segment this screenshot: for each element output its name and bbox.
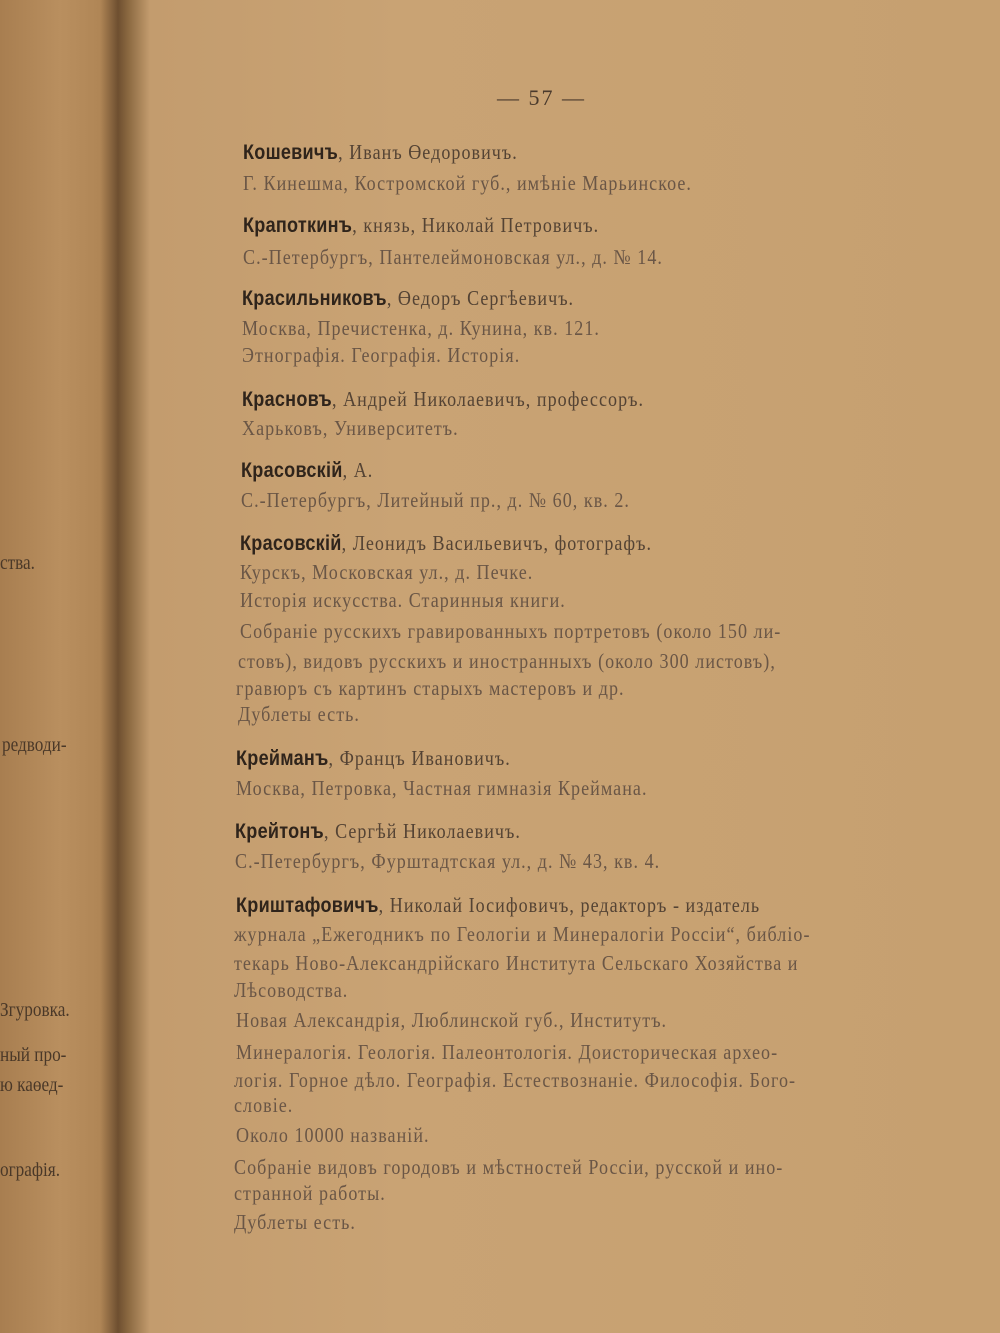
entry-line: Лѣсоводства. xyxy=(234,978,349,1002)
entry-person-details: , Андрей Николаевичъ, профессоръ. xyxy=(331,387,645,411)
entry-line: Дублеты есть. xyxy=(234,1210,356,1234)
entry-person-details: , Иванъ Өедоровичъ. xyxy=(338,140,518,164)
entry-line: словіе. xyxy=(234,1093,294,1117)
entry-person-details: , Францъ Ивановичъ. xyxy=(328,746,511,770)
entry-name: Крапоткинъ xyxy=(243,214,353,237)
entry-line: С.-Петербургъ, Пантелеймоновская ул., д. № 14. xyxy=(243,245,663,269)
entry-heading xyxy=(235,819,521,844)
entry-name: Красновъ xyxy=(242,388,332,411)
left-page-fragment: редводи- xyxy=(2,734,67,756)
entry-line: Новая Александрія, Люблинской губ., Институтъ. xyxy=(236,1008,668,1032)
entry-name: Крейманъ xyxy=(236,747,329,770)
entry-person-details: , князь, Николай Петровичъ. xyxy=(352,213,600,237)
entry-name: Крейтонъ xyxy=(235,820,324,843)
entry-line: Собраніе видовъ городовъ и мѣстностей Россіи, русской и ино- xyxy=(234,1155,784,1179)
left-page-fragment: ографія. xyxy=(0,1159,61,1181)
entry-line: Минералогія. Геологія. Палеонтологія. Доисторическая архео- xyxy=(236,1040,779,1064)
entry-person-details: , А. xyxy=(342,458,374,482)
entry-line: странной работы. xyxy=(234,1181,386,1205)
entry-name: Кошевичъ xyxy=(243,141,339,164)
entry-line: Собраніе русскихъ гравированныхъ портретовъ (около 150 ли- xyxy=(240,619,782,643)
left-page-fragment: ю каөед- xyxy=(0,1074,64,1096)
entry-line: Москва, Пречистенка, д. Кунина, кв. 121. xyxy=(242,316,600,340)
entry-heading xyxy=(242,387,644,412)
entry-line: логія. Горное дѣло. Географія. Естествознаніе. Философія. Бого- xyxy=(234,1068,797,1092)
left-page-fragment: ства. xyxy=(0,552,35,574)
entry-line: журнала „Ежегодникъ по Геологіи и Минералогіи Россіи“, библіо- xyxy=(234,922,811,946)
entry-person-details: , Николай Іосифовичъ, редакторъ - издатель xyxy=(378,893,761,917)
entry-person-details: , Леонидъ Васильевичъ, фотографъ. xyxy=(341,531,653,555)
entry-line: гравюръ съ картинъ старыхъ мастеровъ и др. xyxy=(236,676,625,700)
entry-line: Исторія искусства. Старинныя книги. xyxy=(240,588,566,612)
entry-heading xyxy=(240,531,652,556)
entry-line: Дублеты есть. xyxy=(238,702,360,726)
entry-person-details: , Өедоръ Сергѣевичъ. xyxy=(386,286,575,310)
left-page-fragment: Згуровка. xyxy=(0,999,70,1021)
entry-line: Около 10000 названій. xyxy=(236,1123,430,1147)
left-page-fragment: ный про- xyxy=(0,1044,67,1066)
entry-line: Москва, Петровка, Частная гимназія Креймана. xyxy=(236,776,648,800)
entry-line: С.-Петербургъ, Фурштадтская ул., д. № 43, кв. 4. xyxy=(235,849,661,873)
entry-name: Криштафовичъ xyxy=(236,894,379,917)
entry-heading xyxy=(243,140,518,165)
entry-line: стовъ), видовъ русскихъ и иностранныхъ (около 300 листовъ), xyxy=(238,649,776,673)
entry-heading xyxy=(241,458,373,483)
entry-heading xyxy=(236,893,760,918)
entry-line: текарь Ново-Александрійскаго Института Сельскаго Хозяйства и xyxy=(234,951,799,975)
entry-heading xyxy=(242,286,574,311)
entry-line: Г. Кинешма, Костромской губ., имѣніе Марьинское. xyxy=(243,171,692,195)
entry-name: Красильниковъ xyxy=(242,287,387,310)
entry-person-details: , Сергѣй Николаевичъ. xyxy=(323,819,521,843)
entry-line: Этнографія. Географія. Исторія. xyxy=(242,343,521,367)
entry-line: С.-Петербургъ, Литейный пр., д. № 60, кв. 2. xyxy=(241,488,630,512)
entry-heading xyxy=(243,213,599,238)
page-number: — 57 — xyxy=(497,85,586,110)
entry-line: Харьковъ, Университетъ. xyxy=(242,416,459,440)
entry-line: Курскъ, Московская ул., д. Печке. xyxy=(240,560,534,584)
entry-heading xyxy=(236,746,511,771)
entry-name: Красовскій xyxy=(240,532,342,555)
entry-name: Красовскій xyxy=(241,459,343,482)
